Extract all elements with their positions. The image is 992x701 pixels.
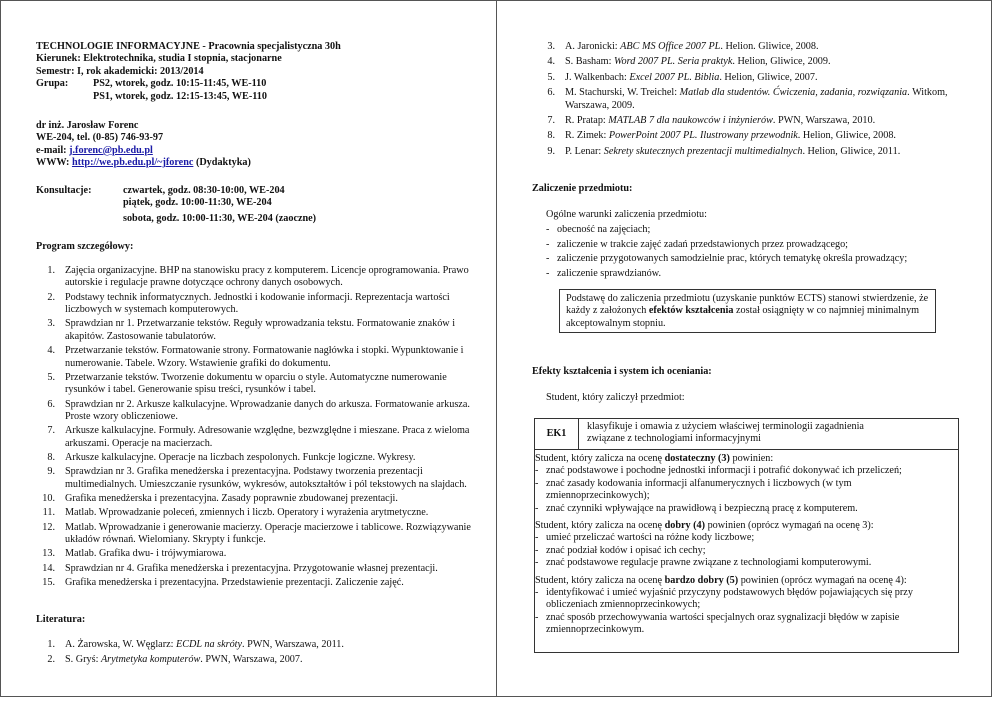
credit-heading: Zaliczenie przedmiotu: [532, 183, 633, 194]
program-item-number: 2. [47, 291, 55, 303]
course-header [36, 41, 476, 102]
teacher-email-line: e-mail: j.forenc@pb.edu.pl [36, 144, 153, 156]
grade-requirement: - znać zasady kodowania informacji alfanumerycznych i liczbowych (w tym zmiennoprzecinkowych); [535, 478, 950, 503]
credit-note-bold: efektów kształcenia [648, 305, 734, 317]
program-item [35, 522, 480, 547]
grade-requirement: - znać podział kodów i opisać ich cechy; [535, 545, 950, 557]
groups-label: Grupa: [36, 78, 69, 90]
program-item [35, 345, 480, 370]
program-item [35, 563, 480, 575]
grade-requirement: - znać czynniki wpływające na prawidłową i bezpieczną pracę z komputerem. [535, 503, 950, 515]
literature-authors: A. Żarowska, W. Węglarz: [65, 639, 176, 650]
literature-rest: . Helion, Gliwice, 2008. [797, 130, 896, 142]
literature-item [535, 87, 960, 112]
literature-item [535, 56, 960, 68]
ek-text: klasyfikuje i omawia z użyciem właściwej terminologii zagadnienia związane z technologiami informacyjnymi [587, 421, 864, 445]
literature-title: Arytmetyka komputerów [100, 654, 201, 666]
literature-title: Word 2007 PL. Seria praktyk [613, 56, 733, 68]
literature-item-number: 8. [547, 130, 555, 142]
literature-item [535, 115, 960, 127]
course-groups [36, 78, 476, 102]
program-item-number: 3. [47, 318, 55, 330]
ek-row [535, 419, 958, 450]
literature-authors: R. Pratap: [565, 115, 609, 127]
program-item-text: Grafika menedżerska i prezentacyjna. Przedstawienie prezentacji. Zaliczenie zajęć. [65, 576, 404, 588]
grade-section [535, 520, 950, 570]
program-item [35, 318, 480, 343]
program-item-text: Zajęcia organizacyjne. BHP na stanowisku pracy z komputerem. Licencje oprogramowania. Prawo autorskie i regulacje prawne dotyczące ochrony danych osobowych. [65, 265, 469, 289]
credit-note-box [559, 289, 936, 333]
literature-rest: . Helion. Gliwice, 2008. [720, 41, 819, 52]
program-item-number: 5. [47, 371, 55, 383]
program-item [35, 493, 480, 505]
literature-item-number: 9. [547, 145, 555, 157]
program-item-text: Matlab. Grafika dwu- i trójwymiarowa. [65, 548, 227, 560]
grade-requirement: - znać podstawowe regulacje prawne związane z technologiami komputerowymi. [535, 557, 950, 569]
literature-authors: A. Jaronicki: [565, 41, 621, 52]
credit-intro: Ogólne warunki zaliczenia przedmiotu: [546, 209, 707, 220]
program-item-text: Arkusze kalkulacyjne. Formuły. Adresowanie względne, bezwzględne i mieszane. Praca z wieloma arkuszami. Operacje na macierzach. [65, 425, 470, 449]
program-item-number: 1. [47, 265, 55, 276]
grade-section [535, 453, 950, 515]
literature-list-part1 [35, 639, 475, 670]
program-item [35, 372, 480, 397]
grade-requirements [535, 532, 950, 569]
program-item [35, 466, 480, 491]
outcomes-intro: Student, który zaliczył przedmiot: [546, 392, 685, 403]
program-item [35, 425, 480, 450]
literature-item [535, 146, 960, 158]
grade-value: dostateczny (3) [664, 453, 730, 464]
teacher-room-phone: WE-204, tel. (0-85) 746-93-97 [36, 132, 164, 144]
grade-requirement: - umieć przeliczać wartości na różne kody liczbowe; [535, 532, 950, 544]
literature-item [35, 654, 475, 666]
literature-title: Excel 2007 PL. Biblia [629, 71, 720, 83]
program-item [35, 507, 480, 519]
program-list [35, 265, 480, 591]
credit-condition: - zaliczenie w trakcie zajęć zadań przedstawionych przez prowadzącego; [546, 239, 966, 251]
program-item-text: Matlab. Wprowadzanie i generowanie macierzy. Operacje macierzowe i tablicowe. Rozwiązywanie układów równań. Wielomiany. Skrypty i funkcje. [65, 521, 471, 545]
literature-title: Sekrety skutecznych prezentacji multimedialnych [603, 145, 803, 157]
program-item-number: 9. [47, 466, 55, 478]
literature-item [535, 41, 960, 53]
literature-authors: J. Walkenbach: [565, 71, 630, 83]
literature-item [535, 130, 960, 142]
literature-rest: . Helion, Gliwice, 2011. [802, 145, 901, 157]
program-item-number: 10. [42, 492, 55, 504]
credit-condition: - zaliczenie przygotowanych samodzielnie prac, których tematykę określa prowadzący; [546, 253, 966, 265]
program-item-text: Sprawdzian nr 4. Grafika menedżerska i prezentacyjna. Przygotowanie własnej prezentacji. [65, 562, 438, 574]
program-item-number: 4. [47, 345, 55, 357]
program-item-number: 8. [47, 451, 55, 463]
program-item [35, 399, 480, 424]
consultation-slot: sobota, godz. 10:00-11:30, WE-204 (zaoczne) [123, 212, 317, 224]
literature-rest: . PWN, Warszawa, 2011. [242, 639, 344, 650]
grade-requirement: - identyfikować i umieć wyjaśnić przyczyny podstawowych błędów pojawiających się przy obliczeniach zmiennoprzecinkowych; [535, 587, 950, 612]
program-item-text: Podstawy technik informatycznych. Jednostki i kodowanie informacji. Reprezentacja wartości liczbowych w systemach komputerowych. [65, 291, 450, 316]
literature-heading: Literatura: [36, 614, 86, 625]
grade-requirements [535, 465, 950, 515]
program-item-number: 11. [42, 507, 55, 519]
teacher-info [36, 120, 476, 170]
program-item-number: 7. [47, 425, 55, 437]
grade-intro: Student, który zalicza na ocenę bardzo dobry (5) powinien (oprócz wymagań na ocenę 4): [535, 574, 907, 586]
literature-item-number: 6. [547, 87, 555, 99]
literature-item-number: 1. [47, 639, 55, 650]
literature-rest: . PWN, Warszawa, 2007. [200, 654, 303, 666]
literature-rest: . Witkom, Warszawa, 2009. [565, 87, 948, 111]
literature-authors: S. Gryś: [65, 654, 101, 666]
consultation-slot: piątek, godz. 10:00-11:30, WE-204 [123, 197, 272, 209]
grade-intro: Student, który zalicza na ocenę dobry (4) powinien (oprócz wymagań na ocenę 3): [535, 520, 874, 532]
teacher-name: dr inż. Jarosław Forenc [36, 120, 139, 131]
course-semester: Semestr: I, rok akademicki: 2013/2014 [36, 65, 204, 77]
program-item-text: Przetwarzanie tekstów. Formatowanie strony. Formatowanie nagłówka i stopki. Wypunktowanie i numerowanie. Tabele. Wzory. Wstawienie grafiki do dokumentu. [65, 345, 464, 369]
literature-title: MATLAB 7 dla naukowców i inżynierów [608, 115, 773, 127]
literature-authors: R. Zimek: [565, 130, 609, 142]
literature-rest: . Helion, Gliwice, 2009. [732, 56, 831, 68]
literature-title: ABC MS Office 2007 PL [620, 41, 721, 52]
program-item-text: Grafika menedżerska i prezentacyjna. Zasady poprawnie zbudowanej prezentacji. [65, 492, 398, 504]
program-item-number: 15. [42, 576, 55, 588]
program-item-number: 13. [42, 548, 55, 560]
grade-requirement: - znać sposób przechowywania wartości specjalnych oraz sygnalizacji błędów w zapisie zmiennoprzecinkowym. [535, 612, 950, 637]
literature-authors: P. Lenar: [565, 145, 604, 157]
grade-value: bardzo dobry (5) [664, 574, 739, 586]
outcomes-table [534, 418, 959, 653]
literature-item [535, 72, 960, 84]
literature-rest: . PWN, Warszawa, 2010. [772, 115, 876, 127]
literature-title: Matlab dla studentów. Ćwiczenia, zadania, rozwiązania [679, 87, 908, 99]
literature-rest: . Helion, Gliwice, 2007. [719, 71, 818, 83]
credit-condition: - obecność na zajęciach; [546, 224, 966, 236]
literature-authors: S. Basham: [565, 56, 614, 68]
program-item-text: Sprawdzian nr 2. Arkusze kalkulacyjne. Wprowadzanie danych do arkusza. Formatowanie arkusza. Proste wzory obliczeniowe. [65, 398, 470, 422]
course-title: TECHNOLOGIE INFORMACYJNE - Pracownia specjalistyczna 30h [36, 41, 341, 52]
literature-title: ECDL na skróty [176, 639, 243, 650]
program-item [35, 452, 480, 464]
outcomes-heading: Efekty kształcenia i system ich oceniania: [532, 366, 712, 377]
program-item-text: Sprawdzian nr 3. Grafika menedżerska i prezentacyjna. Podstawy tworzenia prezentacji multimedialnych. Umieszczanie rysunków, wykresów, autokształtów i pól tekstowych na slajdach. [65, 466, 467, 490]
ek-label: EK1 [535, 419, 579, 449]
literature-item-number: 4. [547, 56, 555, 68]
grade-section [535, 575, 950, 637]
teacher-www-line: WWW: http://we.pb.edu.pl/~jforenc (Dydaktyka) [36, 157, 251, 169]
program-item-text: Przetwarzanie tekstów. Tworzenie dokumentu w oparciu o style. Automatyczne numerowanie rysunków i tabel. Generowanie spisu treści, rysunków i tabel. [65, 371, 447, 396]
program-item [35, 548, 480, 560]
program-item [35, 265, 480, 290]
program-item [35, 292, 480, 317]
consultations-label: Konsultacje: [36, 185, 92, 196]
program-item-text: Arkusze kalkulacyjne. Operacje na liczbach zespolonych. Funkcje logiczne. Wykresy. [65, 451, 416, 463]
program-item [35, 577, 480, 589]
literature-title: PowerPoint 2007 PL. Ilustrowany przewodnik [608, 130, 798, 142]
email-link[interactable]: j.forenc@pb.edu.pl [69, 144, 153, 156]
program-item-text: Matlab. Wprowadzanie poleceń, zmiennych i liczb. Operatory i wyrażenia arytmetyczne. [65, 507, 429, 519]
group-item: PS2, wtorek, godz. 10:15-11:45, WE-110 [93, 78, 267, 90]
program-heading: Program szczegółowy: [36, 241, 134, 252]
credit-conditions [546, 224, 966, 281]
left-page [0, 0, 497, 697]
group-item: PS1, wtorek, godz. 12:15-13:45, WE-110 [93, 90, 267, 102]
credit-condition: - zaliczenie sprawdzianów. [546, 268, 966, 280]
literature-authors: M. Stachurski, W. Treichel: [565, 87, 680, 99]
grade-value: dobry (4) [664, 520, 706, 532]
consultations-slots [123, 185, 473, 225]
course-direction: Kierunek: Elektrotechnika, studia I stopnia, stacjonarne [36, 53, 282, 65]
grade-requirements [535, 587, 950, 637]
consultation-slot: czwartek, godz. 08:30-10:00, WE-204 [123, 185, 285, 196]
grade-intro: Student, który zalicza na ocenę dostateczny (3) powinien: [535, 453, 774, 464]
literature-list-part2 [535, 41, 960, 161]
literature-item-number: 5. [547, 71, 555, 83]
program-item-number: 6. [47, 398, 55, 410]
program-item-number: 12. [42, 521, 55, 533]
literature-item-number: 7. [547, 115, 555, 127]
right-page [496, 0, 992, 697]
program-item-text: Sprawdzian nr 1. Przetwarzanie tekstów. Reguły wprowadzania tekstu. Formatowanie znaków i akapitów. Zastosowanie tabulatorów. [65, 318, 456, 342]
www-link[interactable]: http://we.pb.edu.pl/~jforenc [71, 157, 194, 169]
credit-note-pre: Podstawę do zaliczenia przedmiotu (uzyskanie punktów ECTS) stanowi stwierdzenie, że każdy z założonych [566, 293, 929, 317]
literature-item [35, 639, 475, 651]
literature-item-number: 2. [47, 654, 55, 666]
program-item-number: 14. [42, 562, 55, 574]
literature-item-number: 3. [547, 41, 555, 52]
grade-requirement: - znać podstawowe i pochodne jednostki informacji i potrafić dokonywać ich przeliczeń; [535, 465, 950, 477]
credit-note-post: został osiągnięty w co najmniej minimalnym akceptowalnym stopniu. [566, 305, 920, 329]
grade-sections [535, 453, 950, 642]
